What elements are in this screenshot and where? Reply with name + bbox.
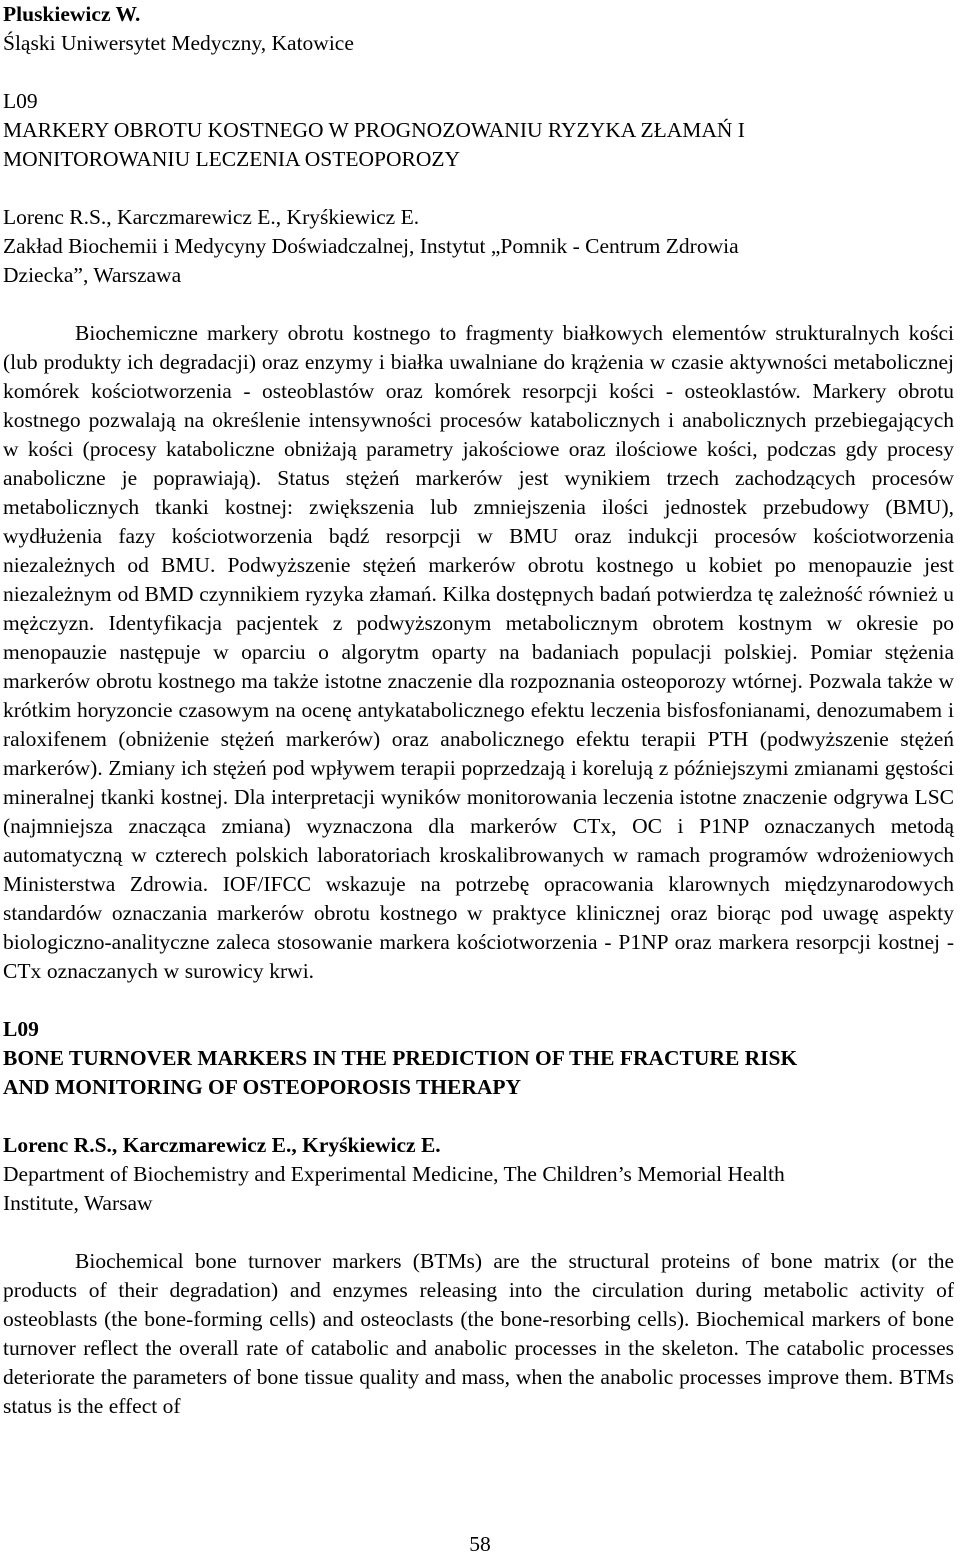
presenter-name: Pluskiewicz W. (3, 2, 141, 26)
institution-pl-line1: Zakład Biochemii i Medycyny Doświadczalnej, Instytut „Pomnik - Centrum Zdrowia (3, 234, 739, 258)
institution-pl-line2: Dziecka”, Warszawa (3, 263, 182, 287)
abstract-title-en-line2: AND MONITORING OF OSTEOPOROSIS THERAPY (3, 1075, 522, 1099)
abstract-title-en-line1: BONE TURNOVER MARKERS IN THE PREDICTION OF THE FRACTURE RISK (3, 1046, 798, 1070)
abstract-body-en: Biochemical bone turnover markers (BTMs) are the structural proteins of bone matrix (or the products of their degradation) and enzymes releasing into the circulation during metabolic activity of osteoblasts (the bone-forming cells) and osteoclasts (the bone-resorbing cells). Biochemical markers of bone turnover reflect the overall rate of catabolic and anabolic processes in the skeleton. The catabolic processes deteriorate the parameters of bone tissue quality and mass, when the anabolic processes improve them. BTMs status is the effect of (3, 1249, 954, 1418)
institution-en-line2: Institute, Warsaw (3, 1191, 153, 1215)
abstract-title-pl-line1: MARKERY OBROTU KOSTNEGO W PROGNOZOWANIU RYZYKA ZŁAMAŃ I (3, 118, 745, 142)
authors-en: Lorenc R.S., Karczmarewicz E., Kryśkiewicz E. (3, 1133, 441, 1157)
document-page (3, 0, 954, 1421)
authors-pl: Lorenc R.S., Karczmarewicz E., Kryśkiewicz E. (3, 205, 420, 229)
abstract-body-pl: Biochemiczne markery obrotu kostnego to fragmenty białkowych elementów strukturalnych kości (lub produkty ich degradacji) oraz enzymy i białka uwalniane do krążenia w czasie aktywności metabolicznej komórek kościotworzenia - osteoblastów oraz komórek resorpcji kości - osteoklastów. Markery obrotu kostnego pozwalają na określenie intensywności procesów katabolicznych i anabolicznych przebiegających w kości (procesy kataboliczne obniżają parametry jakościowe oraz ilościowe kości, podczas gdy procesy anaboliczne je poprawiają). Status stężeń markerów jest wynikiem trzech zachodzących procesów metabolicznych tkanki kostnej: zwiększenia lub zmniejszenia ilości jednostek przebudowy (BMU), wydłużenia fazy kościotworzenia bądź resorpcji w BMU oraz indukcji procesów kościotworzenia niezależnych od BMU. Podwyższenie stężeń markerów obrotu kostnego u kobiet po menopauzie jest niezależnym od BMD czynnikiem ryzyka złamań. Kilka dostępnych badań potwierdza tę zależność również u mężczyzn. Identyfikacja pacjentek z podwyższonym metabolicznym obrotem kostnym w okresie po menopauzie następuje w oparciu o algorytm oparty na badaniach populacji polskiej. Pomiar stężenia markerów obrotu kostnego ma także istotne znaczenie dla rozpoznania osteoporozy wtórnej. Pozwala także w krótkim horyzoncie czasowym na ocenę antykatabolicznego efektu leczenia bisfosfonianami, denozumabem i raloxifenem (obniżenie stężeń markerów) oraz anabolicznego efektu terapii PTH (podwyższenie stężeń markerów). Zmiany ich stężeń pod wpływem terapii poprzedzają i korelują z późniejszymi zmianami gęstości mineralnej tkanki kostnej. Dla interpretacji wyników monitorowania leczenia istotne znaczenie odgrywa LSC (najmniejsza znacząca zmiana) wyznaczona dla markerów CTx, OC i P1NP oznaczanych metodą automatyczną w czterech polskich laboratoriach kroskalibrowanych w ramach programów wdrożeniowych Ministerstwa Zdrowia. IOF/IFCC wskazuje na potrzebę opracowania klarownych międzynarodowych standardów oznaczania markerów obrotu kostnego w praktyce klinicznej oraz biorąc pod uwagę aspekty biologiczno-analityczne zaleca stosowanie markera kościotworzenia - P1NP oraz markera resorpcji kostnej - CTx oznaczanych w surowicy krwi. (3, 321, 954, 983)
abstract-code-en: L09 (3, 1017, 39, 1041)
abstract-title-pl-line2: MONITOROWANIU LECZENIA OSTEOPOROZY (3, 147, 461, 171)
page-number: 58 (469, 1532, 491, 1556)
presenter-affiliation: Śląski Uniwersytet Medyczny, Katowice (3, 31, 354, 55)
abstract-code-pl: L09 (3, 89, 38, 113)
institution-en-line1: Department of Biochemistry and Experimental Medicine, The Children’s Memorial Health (3, 1162, 785, 1186)
